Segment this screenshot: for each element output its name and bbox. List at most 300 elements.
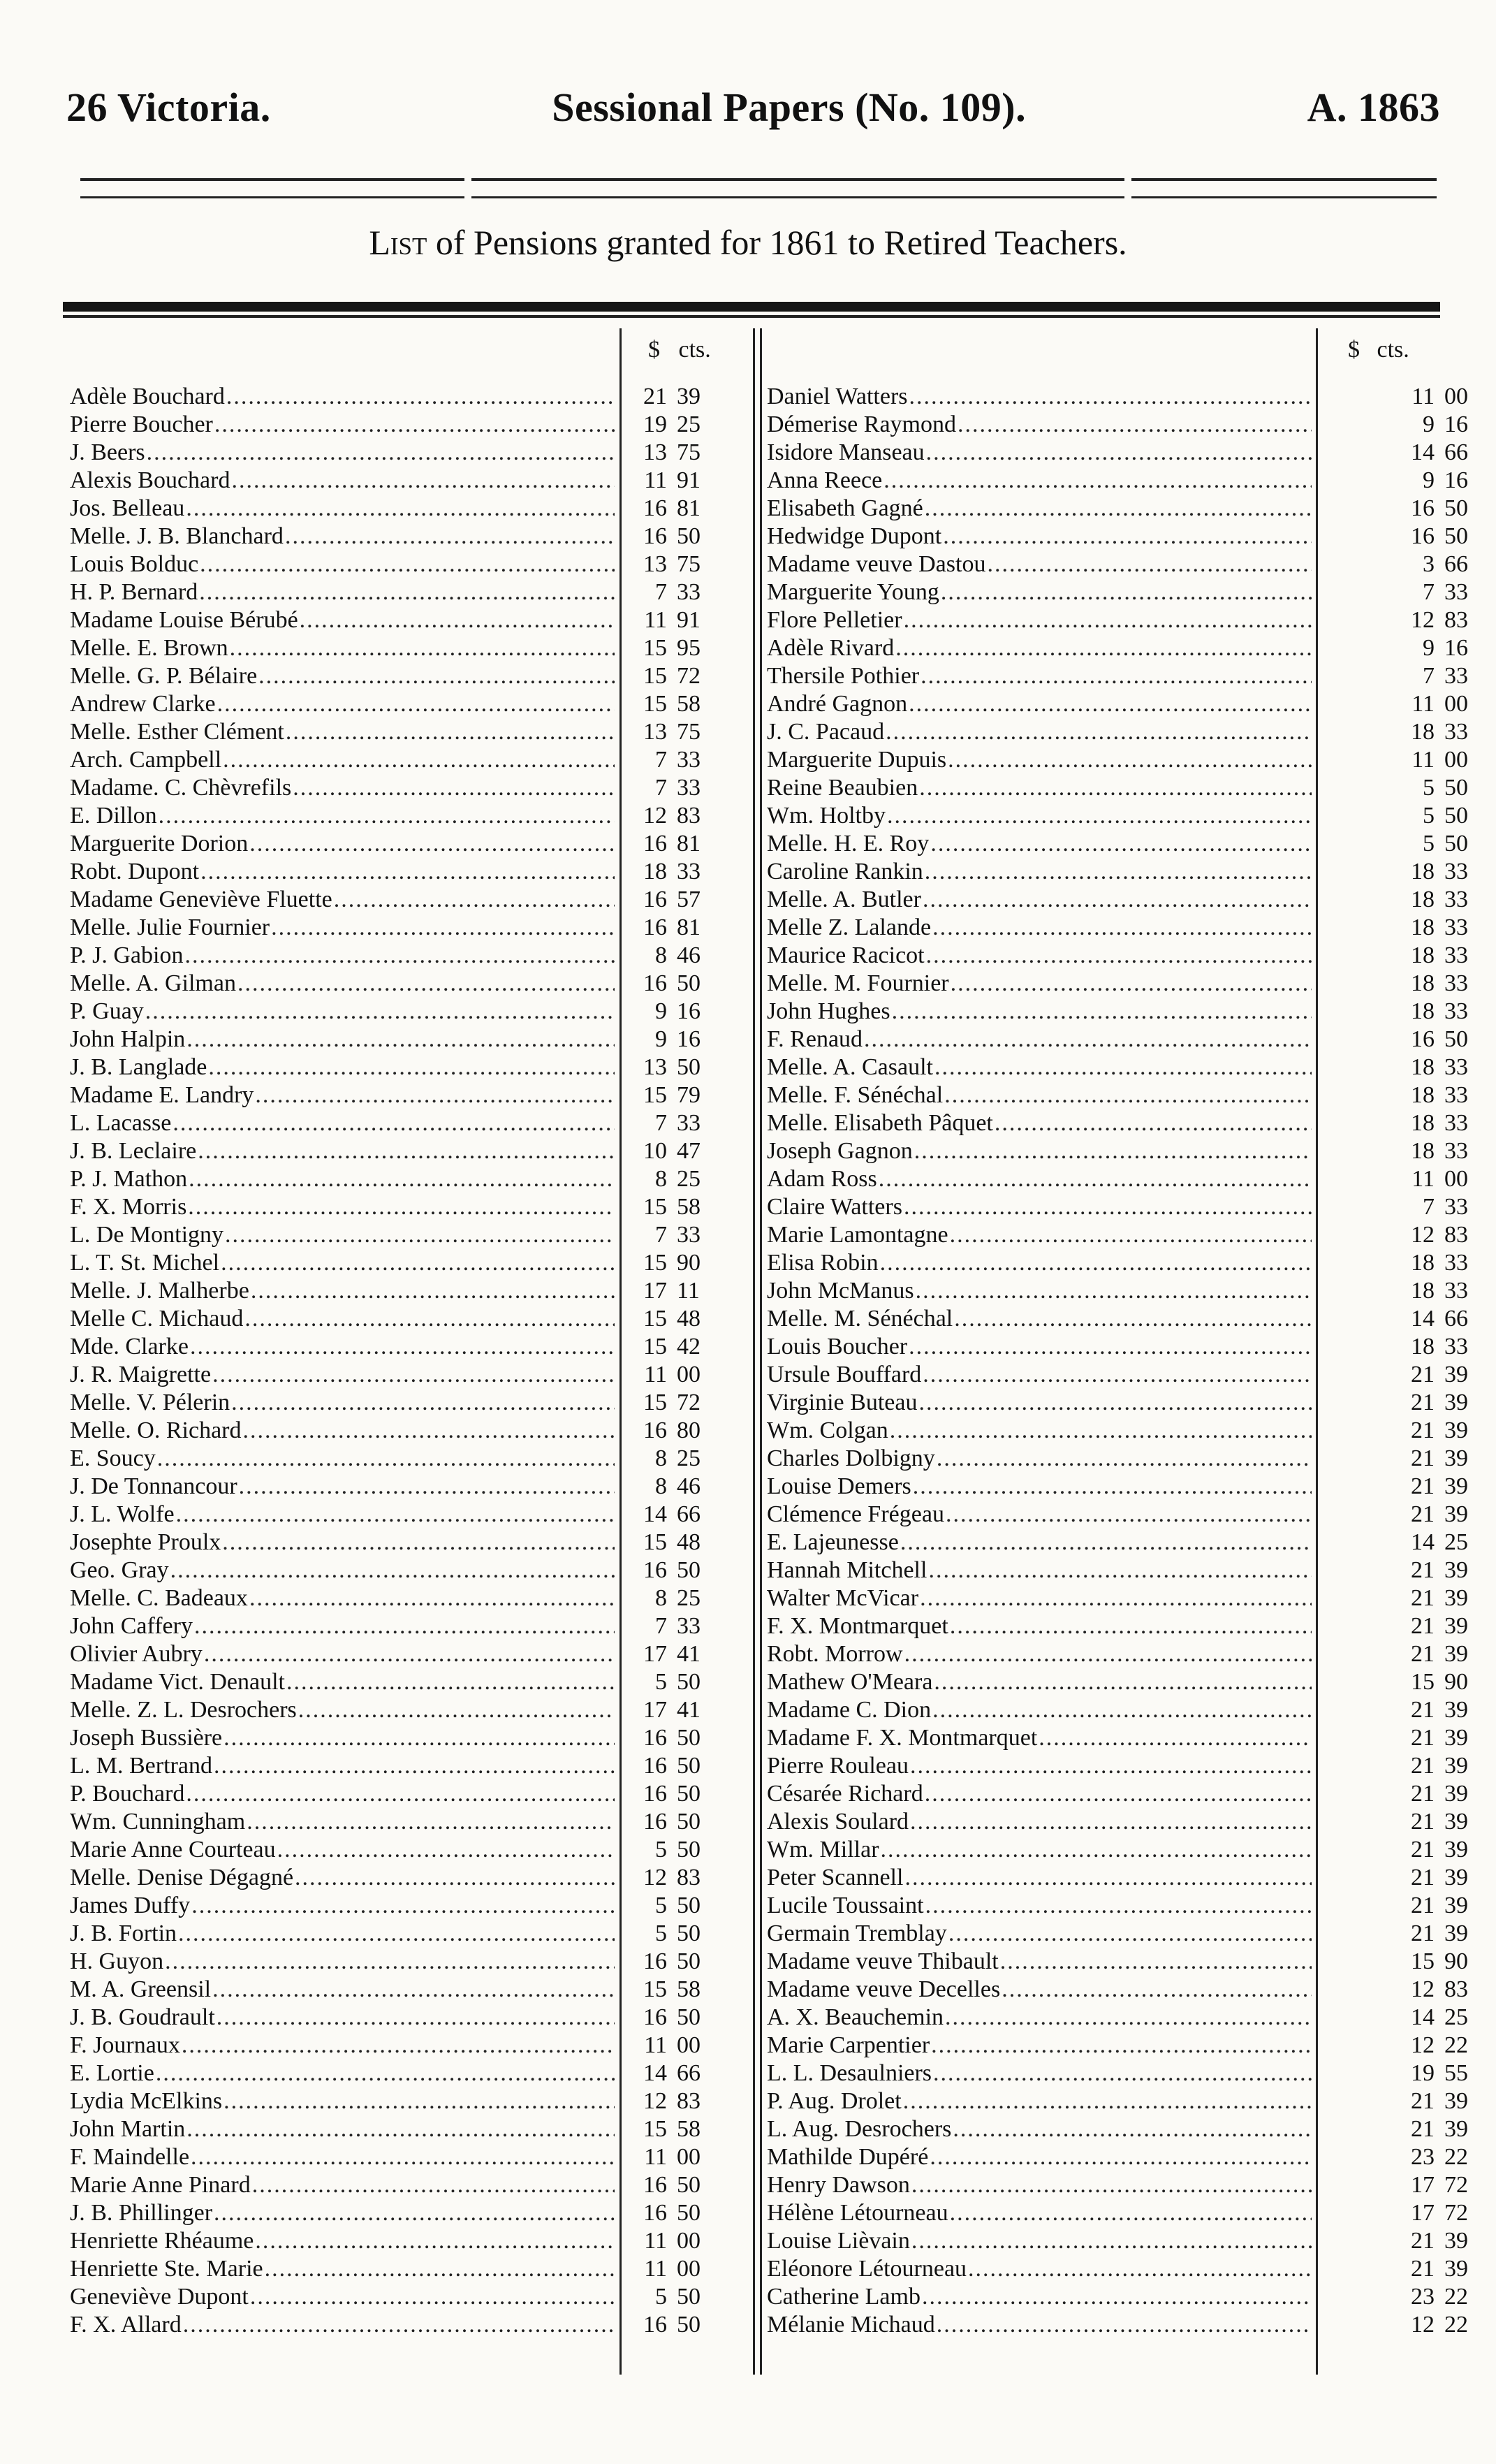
- dot-leader: [252, 2171, 615, 2199]
- dot-leader: [951, 970, 1312, 998]
- pensioner-name: [70, 1529, 615, 1557]
- table-row: [70, 662, 712, 690]
- dot-leader: [913, 1473, 1312, 1501]
- pension-cents: 81: [677, 831, 701, 856]
- dot-leader: [217, 2004, 615, 2032]
- pension-dollars: 12: [1411, 1976, 1435, 2002]
- pension-cents: 50: [1444, 775, 1468, 801]
- pension-dollars: 14: [643, 1501, 667, 1527]
- pensioner-name: [70, 718, 615, 746]
- pensioner-name: [767, 690, 1312, 718]
- dot-leader: [258, 662, 615, 690]
- table-row: [767, 690, 1479, 718]
- dot-leader: [950, 1612, 1312, 1640]
- pensioner-name-text: Daniel Watters: [767, 384, 908, 409]
- pensioner-name: [767, 1501, 1312, 1529]
- pension-dollars: 18: [1411, 970, 1435, 996]
- pensioner-name-text: Joseph Bussière: [70, 1725, 223, 1751]
- pension-dollars: 16: [643, 2172, 667, 2198]
- dot-leader: [214, 411, 615, 439]
- pension-dollars: 21: [1411, 1501, 1435, 1527]
- dot-leader: [186, 495, 615, 523]
- pension-cents: 39: [1444, 1697, 1468, 1723]
- dot-leader: [265, 2255, 615, 2283]
- dot-leader: [277, 1836, 615, 1864]
- header-rule-center: [471, 178, 1124, 198]
- table-row: [767, 1389, 1479, 1417]
- pension-dollars: 19: [643, 411, 667, 437]
- pension-dollars: 21: [1411, 1390, 1435, 1415]
- pension-dollars: 14: [1411, 1306, 1435, 1332]
- pension-dollars: 15: [643, 663, 667, 689]
- pensioner-name-text: Melle. E. Brown: [70, 635, 228, 661]
- pension-cents: 47: [677, 1138, 701, 1164]
- table-row: [70, 1529, 712, 1557]
- pensioner-name-text: Josephte Proulx: [70, 1529, 221, 1555]
- table-row: [767, 1612, 1479, 1640]
- pension-dollars: 18: [1411, 942, 1435, 968]
- pensioner-name: [70, 1333, 615, 1361]
- dot-leader: [883, 467, 1312, 495]
- pension-cents: 33: [677, 1110, 701, 1136]
- pensioner-name-text: Andrew Clarke: [70, 691, 216, 717]
- pension-cents: 00: [677, 1362, 701, 1387]
- pensioner-name-text: Ursule Bouffard: [767, 1362, 922, 1387]
- pension-dollars: 16: [643, 970, 667, 996]
- pension-dollars: 15: [643, 1529, 667, 1555]
- list-title: [0, 222, 1496, 263]
- dot-leader: [904, 1864, 1312, 1892]
- pensioner-name: [767, 2255, 1312, 2283]
- pensioner-name-text: F. Journaux: [70, 2032, 180, 2058]
- pension-cents: 00: [1444, 1166, 1468, 1192]
- table-row: [767, 495, 1479, 523]
- dot-leader: [334, 886, 615, 914]
- pension-dollars: 13: [643, 1054, 667, 1080]
- pensioner-name: [767, 1948, 1312, 1976]
- table-row: [767, 1137, 1479, 1165]
- dot-leader: [932, 914, 1312, 942]
- pension-cents: 39: [1444, 1390, 1468, 1415]
- pension-dollars: 16: [1411, 523, 1435, 549]
- pension-cents: 42: [677, 1334, 701, 1359]
- pension-cents: 48: [677, 1529, 701, 1555]
- pension-cents: 66: [1444, 439, 1468, 465]
- dot-leader: [934, 1054, 1312, 1081]
- pension-cents: 33: [677, 747, 701, 773]
- pension-cents: 16: [677, 1026, 701, 1052]
- pensioner-name-text: Mde. Clarke: [70, 1334, 189, 1359]
- pensioner-name-text: Madame Louise Bérubé: [70, 607, 298, 633]
- table-row: [70, 1836, 712, 1864]
- pensioner-name-text: John Martin: [70, 2116, 186, 2142]
- pension-cents: 33: [677, 1613, 701, 1639]
- pension-dollars: 18: [1411, 1334, 1435, 1359]
- dot-leader: [934, 1668, 1312, 1696]
- dot-leader: [909, 690, 1312, 718]
- pensioner-name: [70, 1361, 615, 1389]
- table-row: [70, 2283, 712, 2311]
- pension-dollars: 15: [643, 1082, 667, 1108]
- dot-leader: [921, 662, 1312, 690]
- pension-cents: 33: [1444, 970, 1468, 996]
- table-row: [767, 578, 1479, 606]
- table-row: [70, 1277, 712, 1305]
- pensioner-name-text: Wm. Cunningham: [70, 1809, 246, 1835]
- table-row: [767, 1473, 1479, 1501]
- pension-cents: 22: [1444, 2032, 1468, 2058]
- table-row: [767, 439, 1479, 467]
- pension-cents: 39: [1444, 1725, 1468, 1751]
- pension-cents: 00: [677, 2228, 701, 2254]
- pensioner-name: [70, 2283, 615, 2311]
- pension-dollars: 17: [643, 1641, 667, 1667]
- pensioner-name-text: Geneviève Dupont: [70, 2284, 249, 2310]
- pensioner-name: [767, 439, 1312, 467]
- pension-cents: 16: [1444, 635, 1468, 661]
- pensioner-name-text: Alexis Soulard: [767, 1809, 909, 1835]
- table-row: [70, 2255, 712, 2283]
- pension-dollars: 23: [1411, 2284, 1435, 2310]
- dot-leader: [909, 383, 1312, 411]
- table-row: [70, 1640, 712, 1668]
- pension-dollars: 5: [655, 1920, 667, 1946]
- pension-cents: 33: [1444, 663, 1468, 689]
- pensioner-name-text: Melle. F. Sénéchal: [767, 1082, 944, 1108]
- pensioner-name-text: Flore Pelletier: [767, 607, 902, 633]
- pension-cents: 25: [677, 411, 701, 437]
- dot-leader: [887, 802, 1312, 830]
- dot-leader: [881, 1836, 1312, 1864]
- pension-cents: 16: [1444, 411, 1468, 437]
- dot-leader: [247, 1808, 615, 1836]
- pension-dollars: 18: [1411, 1110, 1435, 1136]
- pensioner-name: [70, 634, 615, 662]
- pensioner-name-text: Melle. M. Sénéchal: [767, 1306, 953, 1332]
- dot-leader: [186, 1780, 615, 1808]
- pension-dollars: 9: [1423, 635, 1435, 661]
- pension-cents: 33: [1444, 1334, 1468, 1359]
- pension-dollars: 14: [1411, 1529, 1435, 1555]
- dot-leader: [223, 1724, 615, 1752]
- dot-leader: [933, 2060, 1312, 2087]
- dot-leader: [176, 1501, 615, 1529]
- pension-cents: 41: [677, 1697, 701, 1723]
- pension-dollars: 5: [1423, 803, 1435, 829]
- pension-dollars: 7: [655, 775, 667, 801]
- pension-cents: 39: [1444, 1865, 1468, 1890]
- pension-cents: 00: [677, 2256, 701, 2282]
- pension-dollars: 7: [1423, 663, 1435, 689]
- pensioner-name: [767, 2004, 1312, 2032]
- pensioner-name-text: Melle. H. E. Roy: [767, 831, 930, 856]
- dot-leader: [184, 942, 615, 970]
- table-row: [767, 411, 1479, 439]
- table-row: [70, 2004, 712, 2032]
- pension-cents: 66: [677, 2060, 701, 2086]
- pension-dollars: 21: [1411, 1362, 1435, 1387]
- pensioner-name-text: P. Guay: [70, 998, 144, 1024]
- table-row: [767, 1333, 1479, 1361]
- pensioner-name-text: Adam Ross: [767, 1166, 877, 1192]
- table-row: [767, 2283, 1479, 2311]
- table-row: [70, 523, 712, 551]
- pensioner-name-text: Melle C. Michaud: [70, 1306, 244, 1332]
- dot-leader: [199, 578, 615, 606]
- pension-cents: 50: [677, 1557, 701, 1583]
- pension-cents: 50: [677, 1725, 701, 1751]
- pensioner-name: [70, 2143, 615, 2171]
- dot-leader: [178, 1920, 615, 1948]
- pension-cents: 25: [677, 1166, 701, 1192]
- pensioner-name: [767, 1054, 1312, 1081]
- pension-cents: 50: [1444, 803, 1468, 829]
- pension-dollars: 11: [644, 467, 667, 493]
- pension-cents: 50: [677, 1948, 701, 1974]
- table-row: [70, 858, 712, 886]
- table-row: [767, 634, 1479, 662]
- pension-dollars: 13: [643, 439, 667, 465]
- pension-dollars: 16: [643, 914, 667, 940]
- table-row: [70, 1081, 712, 1109]
- pensioner-name: [767, 662, 1312, 690]
- pensioner-name-text: L. L. Desaulniers: [767, 2060, 932, 2086]
- table-row: [767, 2087, 1479, 2115]
- pension-cents: 75: [677, 719, 701, 745]
- pension-dollars: 15: [643, 1334, 667, 1359]
- pensioner-name-text: P. J. Mathon: [70, 1166, 188, 1192]
- pension-dollars: 21: [1411, 1417, 1435, 1443]
- pensioner-name-text: Adèle Bouchard: [70, 384, 225, 409]
- pensioner-name-text: Madame. C. Chèvrefils: [70, 775, 292, 801]
- dot-leader: [300, 606, 615, 634]
- pension-cents: 81: [677, 914, 701, 940]
- dot-leader: [890, 1417, 1312, 1445]
- pensioner-name-text: Madame veuve Dastou: [767, 551, 986, 577]
- pensioner-name: [70, 1081, 615, 1109]
- pension-dollars: 21: [1411, 1725, 1435, 1751]
- pension-dollars: 17: [643, 1278, 667, 1304]
- table-row: [767, 383, 1479, 411]
- pension-cents: 50: [677, 1920, 701, 1946]
- pension-cents: 58: [677, 1976, 701, 2002]
- pension-cents: 80: [677, 1417, 701, 1443]
- pensioner-name-text: Pierre Boucher: [70, 411, 213, 437]
- table-row: [767, 2311, 1479, 2339]
- pensioner-name-text: Hedwidge Dupont: [767, 523, 942, 549]
- pensioner-name-text: Melle. G. P. Bélaire: [70, 663, 258, 689]
- dot-leader: [904, 1640, 1312, 1668]
- pension-dollars: 7: [655, 747, 667, 773]
- pensioner-name: [767, 495, 1312, 523]
- table-row: [70, 1305, 712, 1333]
- dot-leader: [926, 942, 1312, 970]
- pensioner-name: [70, 383, 615, 411]
- pension-dollars: 12: [643, 1865, 667, 1890]
- dot-leader: [286, 718, 615, 746]
- pensioner-name: [70, 1696, 615, 1724]
- dot-leader: [892, 998, 1312, 1026]
- pensioner-name: [767, 2032, 1312, 2060]
- table-row: [70, 2227, 712, 2255]
- pensioner-name-text: Joseph Gagnon: [767, 1138, 913, 1164]
- pensioner-name: [70, 1137, 615, 1165]
- pension-cents: 22: [1444, 2312, 1468, 2338]
- table-row: [70, 914, 712, 942]
- pensioner-name: [70, 774, 615, 802]
- dot-leader: [932, 1696, 1312, 1724]
- dot-leader: [251, 1277, 615, 1305]
- pensioner-name-text: Melle. Elisabeth Pâquet: [767, 1110, 993, 1136]
- pension-cents: 90: [1444, 1669, 1468, 1695]
- right-pension-list: [767, 383, 1479, 2339]
- pension-dollars: 21: [1411, 2228, 1435, 2254]
- dot-leader: [170, 1557, 615, 1584]
- dot-leader: [237, 970, 615, 998]
- pension-dollars: 5: [655, 1837, 667, 1862]
- pension-cents: 72: [677, 663, 701, 689]
- pensioner-name: [767, 1109, 1312, 1137]
- pensioner-name-text: F. Maindelle: [70, 2144, 190, 2170]
- pension-dollars: 16: [643, 1753, 667, 1779]
- table-row: [70, 1780, 712, 1808]
- pensioner-name: [767, 1333, 1312, 1361]
- pensioner-name: [767, 1389, 1312, 1417]
- dot-leader: [239, 1473, 615, 1501]
- pension-dollars: 14: [643, 2060, 667, 2086]
- table-row: [70, 1333, 712, 1361]
- pensioner-name: [767, 886, 1312, 914]
- table-row: [767, 1780, 1479, 1808]
- pensioner-name: [767, 914, 1312, 942]
- pension-dollars: 17: [643, 1697, 667, 1723]
- table-row: [767, 1696, 1479, 1724]
- pension-dollars: 11: [644, 607, 667, 633]
- table-row: [767, 1752, 1479, 1780]
- pensioner-name: [767, 1305, 1312, 1333]
- pensioner-name: [70, 1389, 615, 1417]
- dot-leader: [1039, 1724, 1312, 1752]
- pension-dollars: 18: [1411, 719, 1435, 745]
- table-row: [70, 495, 712, 523]
- pension-cents: 75: [677, 551, 701, 577]
- pension-cents: 25: [1444, 1529, 1468, 1555]
- pensioner-name-text: Maurice Racicot: [767, 942, 925, 968]
- pensioner-name: [767, 970, 1312, 998]
- pensioner-name-text: Isidore Manseau: [767, 439, 925, 465]
- pension-cents: 50: [1444, 523, 1468, 549]
- pension-cents: 72: [1444, 2200, 1468, 2226]
- dot-leader: [182, 2032, 615, 2060]
- table-row: [70, 1109, 712, 1137]
- pensioner-name-text: Marguerite Dupuis: [767, 747, 947, 773]
- table-row: [70, 2171, 712, 2199]
- dot-leader: [910, 1752, 1312, 1780]
- dot-leader: [954, 1305, 1312, 1333]
- dot-leader: [948, 746, 1312, 774]
- pension-dollars: 12: [1411, 2032, 1435, 2058]
- table-row: [767, 523, 1479, 551]
- pension-cents: 95: [677, 635, 701, 661]
- pensioner-name: [767, 1696, 1312, 1724]
- dot-leader: [930, 830, 1312, 858]
- dot-leader: [255, 1081, 615, 1109]
- pensioner-name: [70, 1668, 615, 1696]
- pensioner-name: [767, 2311, 1312, 2339]
- pensioner-name: [767, 383, 1312, 411]
- pensioner-name: [70, 1305, 615, 1333]
- pension-cents: 39: [1444, 1501, 1468, 1527]
- pension-cents: 81: [677, 495, 701, 521]
- pension-dollars: 5: [655, 2284, 667, 2310]
- table-row: [767, 1948, 1479, 1976]
- pensioner-name: [767, 1557, 1312, 1584]
- pensioner-name: [767, 1808, 1312, 1836]
- dot-leader: [255, 2227, 615, 2255]
- pension-cents: 50: [1444, 495, 1468, 521]
- pensioner-name-text: F. X. Morris: [70, 1194, 187, 1220]
- table-row: [767, 1836, 1479, 1864]
- pensioner-name: [70, 2255, 615, 2283]
- pensioner-name: [70, 1640, 615, 1668]
- dot-leader: [931, 2032, 1312, 2060]
- pension-dollars: 16: [643, 1781, 667, 1807]
- pension-dollars: 21: [1411, 1445, 1435, 1471]
- dot-leader: [145, 998, 615, 1026]
- pensioner-name: [70, 1277, 615, 1305]
- table-row: [70, 411, 712, 439]
- table-row: [767, 1501, 1479, 1529]
- pensioner-name-text: L. M. Bertrand: [70, 1753, 212, 1779]
- pensioner-name: [70, 2227, 615, 2255]
- pension-dollars: 16: [643, 2200, 667, 2226]
- pension-cents: 90: [1444, 1948, 1468, 1974]
- pension-cents: 22: [1444, 2144, 1468, 2170]
- pensioner-name-text: Madame Geneviève Fluette: [70, 887, 332, 912]
- pensioner-name: [70, 942, 615, 970]
- dot-leader: [191, 1892, 615, 1920]
- table-row: [767, 1724, 1479, 1752]
- pensioner-name-text: Madame Vict. Denault: [70, 1669, 285, 1695]
- pension-cents: 33: [1444, 1110, 1468, 1136]
- dot-leader: [923, 1361, 1312, 1389]
- pensioner-name-text: Wm. Colgan: [767, 1417, 888, 1443]
- pensioner-name: [70, 606, 615, 634]
- table-row: [767, 1026, 1479, 1054]
- dot-leader: [194, 1612, 615, 1640]
- pension-cents: 91: [677, 607, 701, 633]
- dot-leader: [295, 1864, 615, 1892]
- pension-dollars: 18: [1411, 1082, 1435, 1108]
- pension-cents: 46: [677, 942, 701, 968]
- pensioner-name-text: Peter Scannell: [767, 1865, 904, 1890]
- pension-dollars: 21: [1411, 1920, 1435, 1946]
- pensioner-name-text: Marie Anne Courteau: [70, 1837, 276, 1862]
- pensioner-name-text: Melle. J. B. Blanchard: [70, 523, 284, 549]
- dot-leader: [904, 606, 1312, 634]
- pension-dollars: 9: [1423, 467, 1435, 493]
- pension-dollars: 3: [1423, 551, 1435, 577]
- pension-cents: 57: [677, 887, 701, 912]
- pensioner-name-text: Césarée Richard: [767, 1781, 923, 1807]
- table-row: [767, 774, 1479, 802]
- pension-dollars: 16: [643, 495, 667, 521]
- pensioner-name: [70, 1920, 615, 1948]
- pensioner-name-text: Melle. V. Pélerin: [70, 1390, 230, 1415]
- table-row: [70, 1612, 712, 1640]
- pension-dollars: 14: [1411, 439, 1435, 465]
- pension-dollars: 7: [655, 1110, 667, 1136]
